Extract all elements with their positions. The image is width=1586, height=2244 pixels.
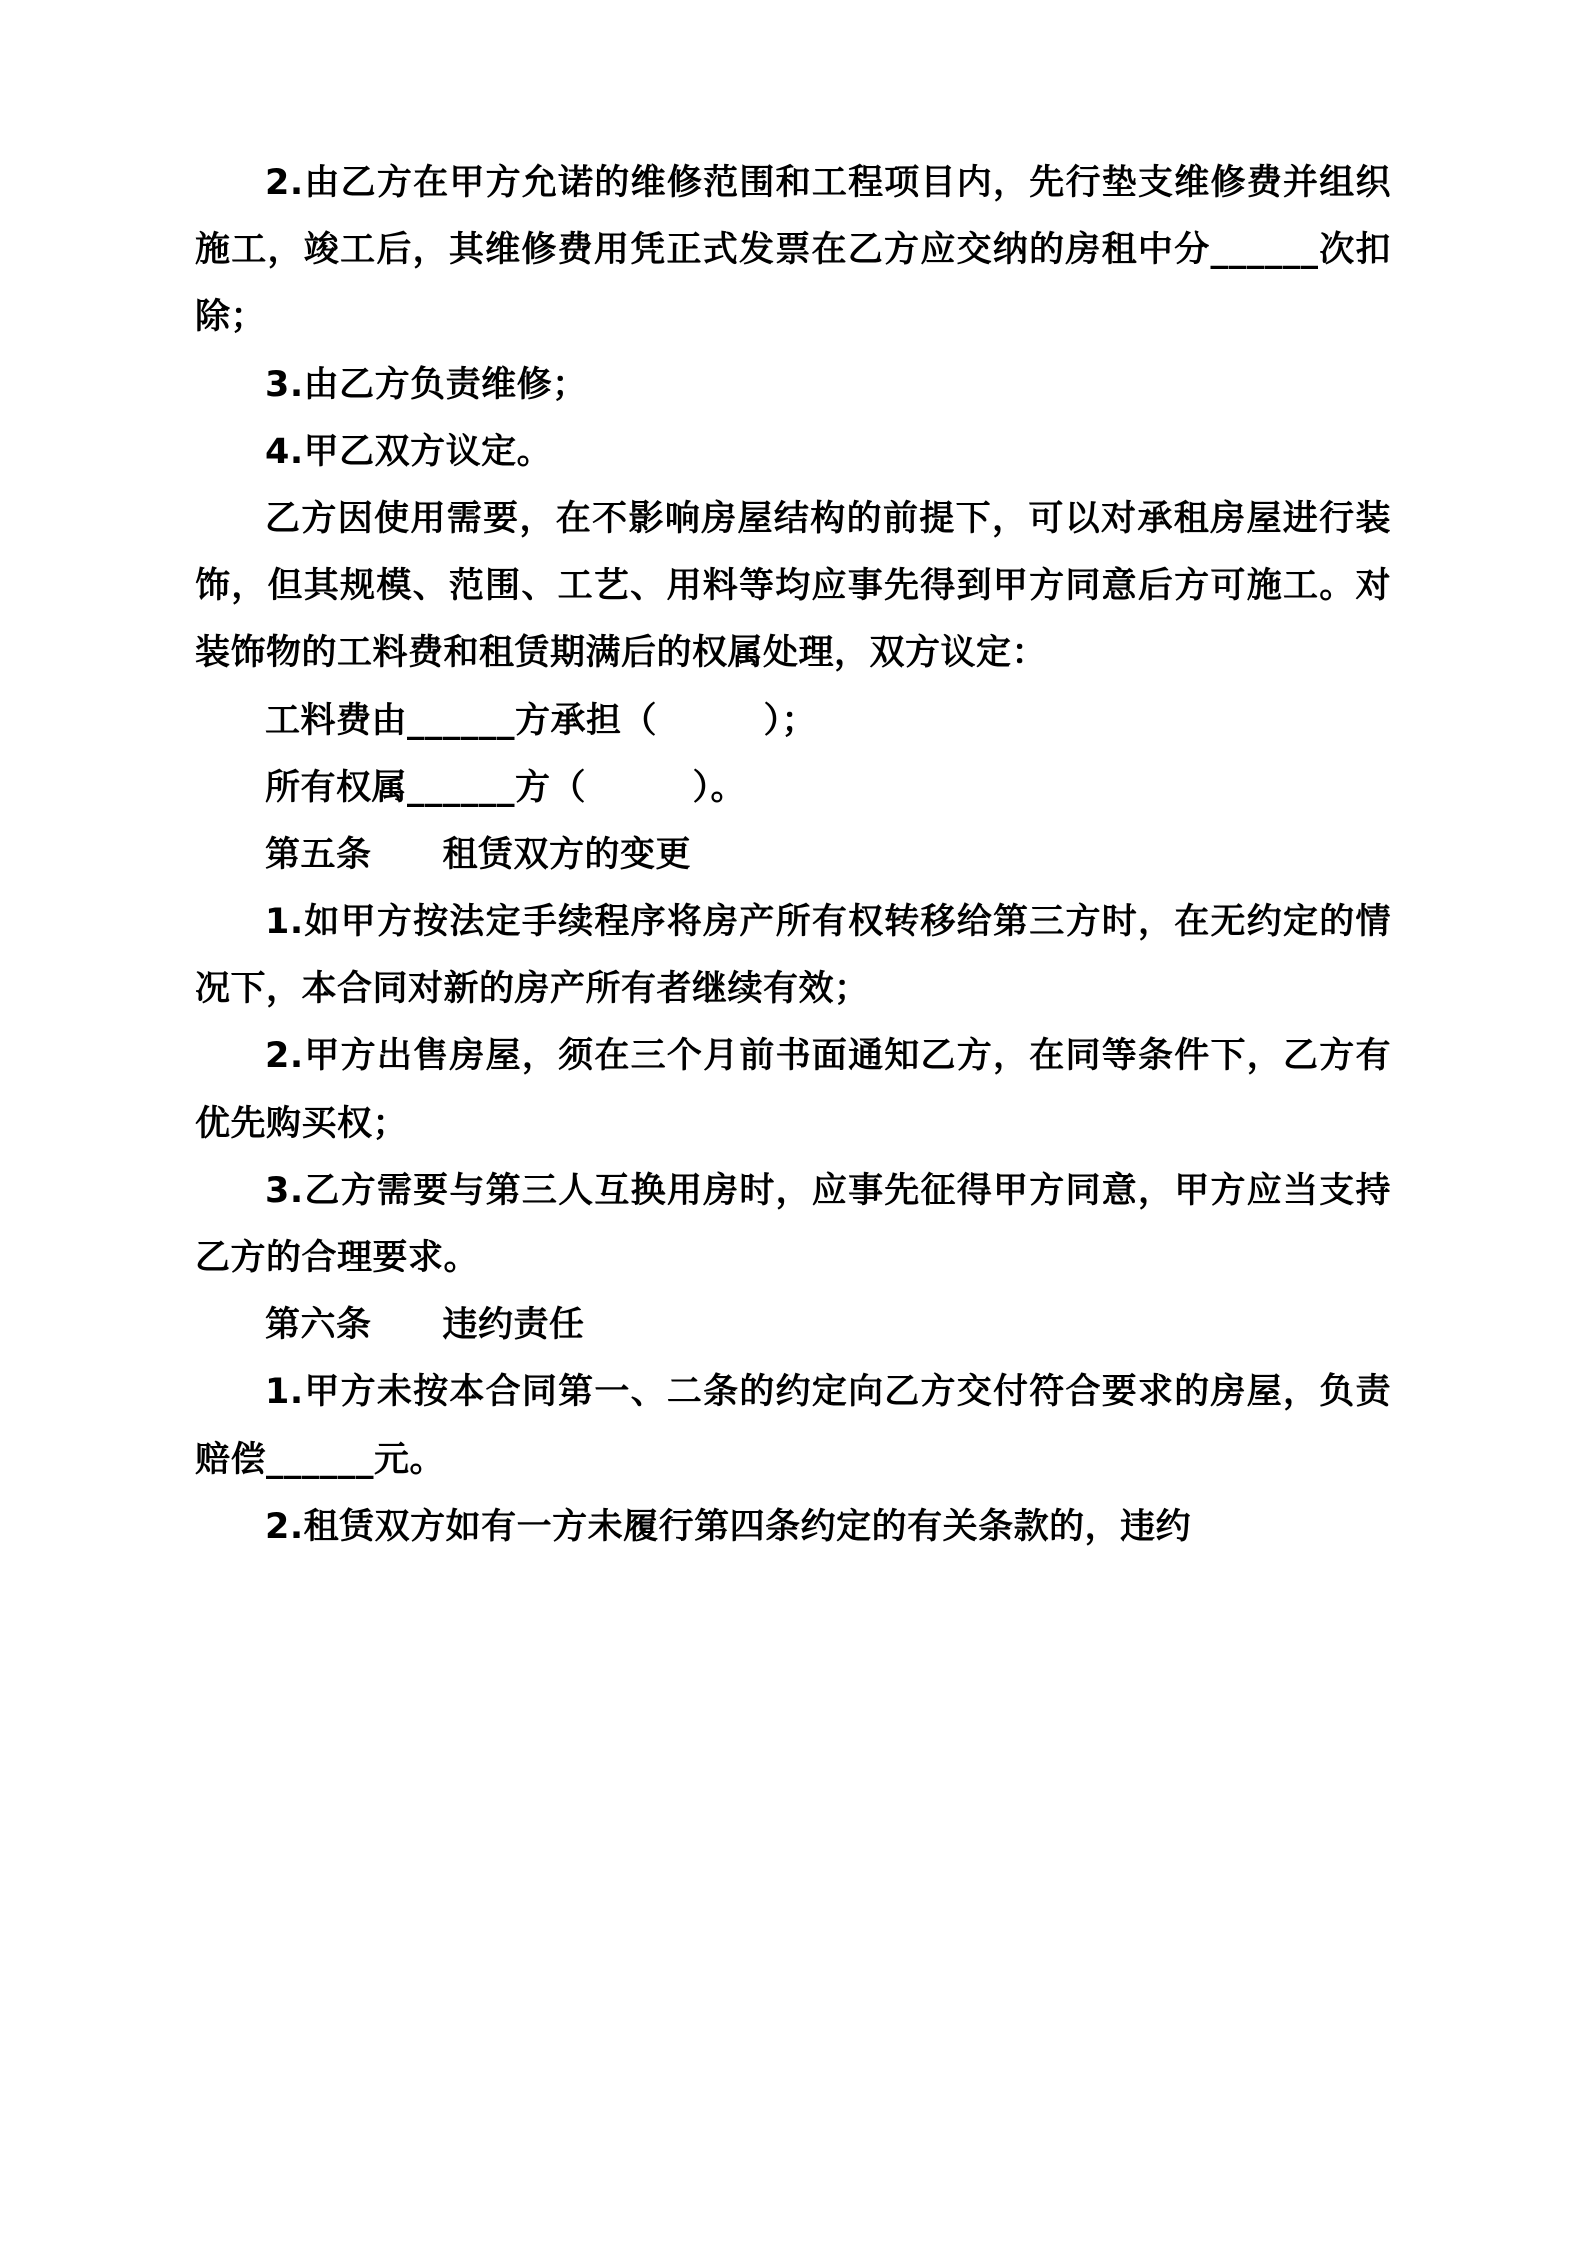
paragraph-decoration-terms: 乙方因使用需要，在不影响房屋结构的前提下，可以对承租房屋进行装饰，但其规模、范围、工艺、用料等均应事先得到甲方同意后方可施工。对装饰物的工料费和租赁期满后的权属处理，双方议定： (195, 498, 1391, 674)
paragraph-article-5-item-2: 2.甲方出售房屋，须在三个月前书面通知乙方，在同等条件下，乙方有优先购买权； (195, 1036, 1391, 1144)
paragraph-article-5-item-1: 1.如甲方按法定手续程序将房产所有权转移给第三方时，在无约定的情况下，本合同对新的房产所有者继续有效； (195, 902, 1391, 1010)
document-body (195, 150, 1391, 1561)
paragraph-article-6-item-1: 1.甲方未按本合同第一、二条的约定向乙方交付符合要求的房屋，负责赔偿______元。 (195, 1372, 1391, 1480)
paragraph-material-fee-blank: 工料费由______方承担（ ）； (265, 700, 818, 741)
heading-article-5: 第五条 租赁双方的变更 (265, 834, 692, 875)
paragraph-item-4-both-parties-agree: 4.甲乙双方议定。 (265, 431, 553, 472)
paragraph-article-6-item-2: 2.租赁双方如有一方未履行第四条约定的有关条款的，违约 (265, 1506, 1192, 1547)
paragraph-item-3-party-b-repair: 3.由乙方负责维修； (265, 364, 588, 405)
paragraph-article-5-item-3: 3.乙方需要与第三人互换用房时，应事先征得甲方同意，甲方应当支持乙方的合理要求。 (195, 1170, 1391, 1278)
paragraph-item-2-maintenance-advance: 2.由乙方在甲方允诺的维修范围和工程项目内，先行垫支维修费并组织施工，竣工后，其维修费用凭正式发票在乙方应交纳的房租中分______次扣除； (195, 163, 1391, 338)
paragraph-ownership-blank: 所有权属______方（ ）。 (265, 767, 747, 808)
heading-article-6: 第六条 违约责任 (265, 1305, 585, 1346)
